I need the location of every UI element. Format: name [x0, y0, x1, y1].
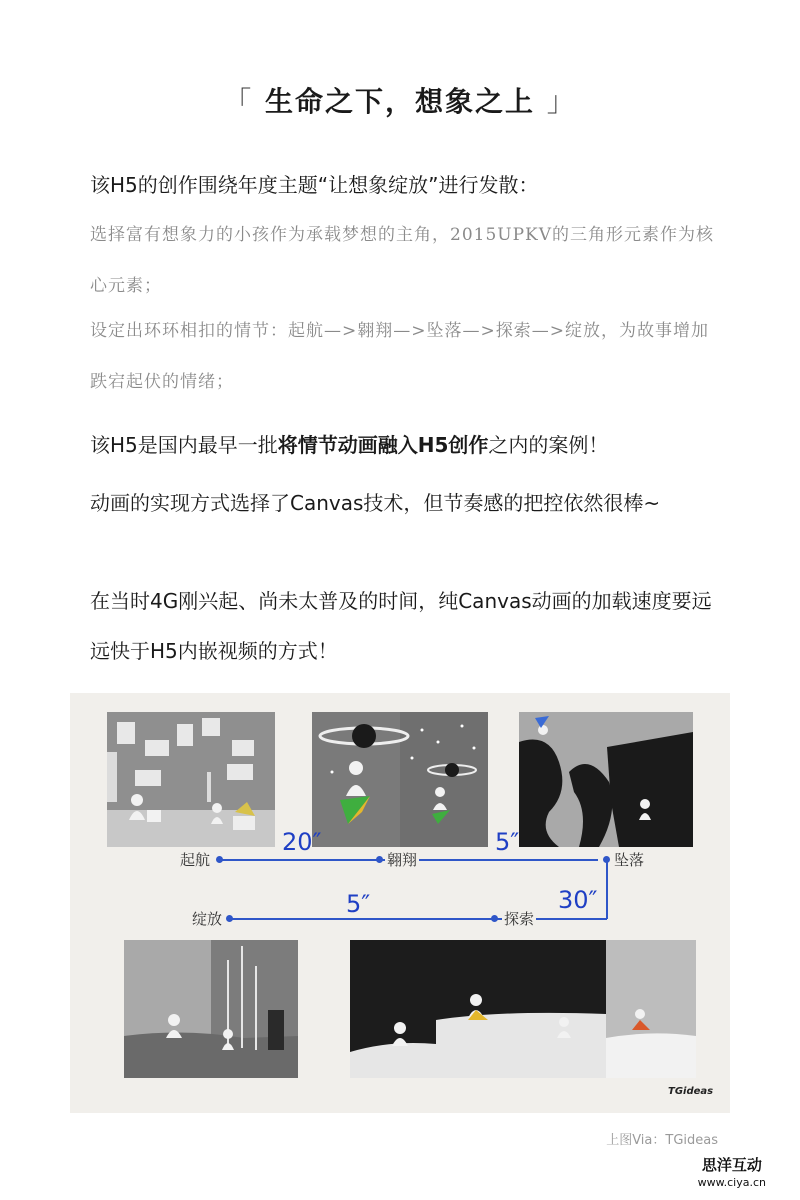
- case-after: 之内的案例！: [488, 433, 609, 457]
- duration-soaring: 5″: [495, 828, 520, 856]
- title-close-bracket: 」: [546, 85, 577, 118]
- timeline-dot: [216, 856, 223, 863]
- point-plot: 设定出环环相扣的情节：起航—>翱翔—>坠落—>探索—>绽放，为故事增加跌宕起伏的情绪；: [90, 321, 709, 392]
- duration-falling: 30″: [558, 886, 598, 914]
- figure-brand-logo: TGideas: [668, 1086, 714, 1097]
- case-before: 该H5是国内最早一批: [90, 433, 278, 457]
- image-caption: 上图Via：TGideas: [606, 1133, 718, 1148]
- scene-soaring: [312, 712, 488, 847]
- title-open-bracket: 「: [223, 85, 254, 118]
- timeline-right-connector: [606, 861, 608, 919]
- stage-label-blooming: 绽放: [192, 910, 223, 928]
- point-protagonist: 选择富有想象力的小孩作为承载梦想的主角，2015UPKV的三角形元素作为核心元素；: [90, 225, 715, 296]
- timeline-dot: [376, 856, 383, 863]
- scene-setting-sail: [107, 712, 275, 847]
- timeline-dot: [603, 856, 610, 863]
- stage-label-soaring: 翱翔: [387, 851, 418, 869]
- stage-label-falling: 坠落: [614, 851, 645, 869]
- stage-label-setting-sail: 起航: [180, 851, 211, 869]
- timeline-bottom-line: [230, 918, 607, 920]
- duration-setting-sail: 20″: [282, 828, 322, 856]
- timeline-dot: [226, 915, 233, 922]
- stage-label-exploring: 探索: [504, 910, 535, 928]
- duration-exploring: 5″: [346, 890, 371, 918]
- scene-blooming: [124, 940, 298, 1078]
- storyboard-figure: [70, 693, 730, 1113]
- title-text: 生命之下，想象之上: [264, 85, 535, 118]
- canvas-paragraph: 动画的实现方式选择了Canvas技术，但节奏感的把控依然很棒~: [90, 491, 661, 515]
- intro-paragraph: 该H5的创作围绕年度主题“让想象绽放”进行发散：: [90, 173, 539, 197]
- scene-exploring: [350, 940, 696, 1078]
- watermark-url: www.ciya.cn: [697, 1176, 766, 1189]
- case-highlight: 将情节动画融入H5创作: [277, 433, 489, 457]
- page-title: [0, 80, 800, 120]
- loading-paragraph: 在当时4G刚兴起、尚未太普及的时间，纯Canvas动画的加载速度要远远快于H5内嵌视频的方式！: [90, 589, 712, 663]
- watermark: [698, 1157, 766, 1191]
- case-paragraph: [90, 426, 720, 464]
- scene-falling: [519, 712, 693, 847]
- watermark-name: 思洋互动: [701, 1156, 762, 1174]
- timeline-dot: [491, 915, 498, 922]
